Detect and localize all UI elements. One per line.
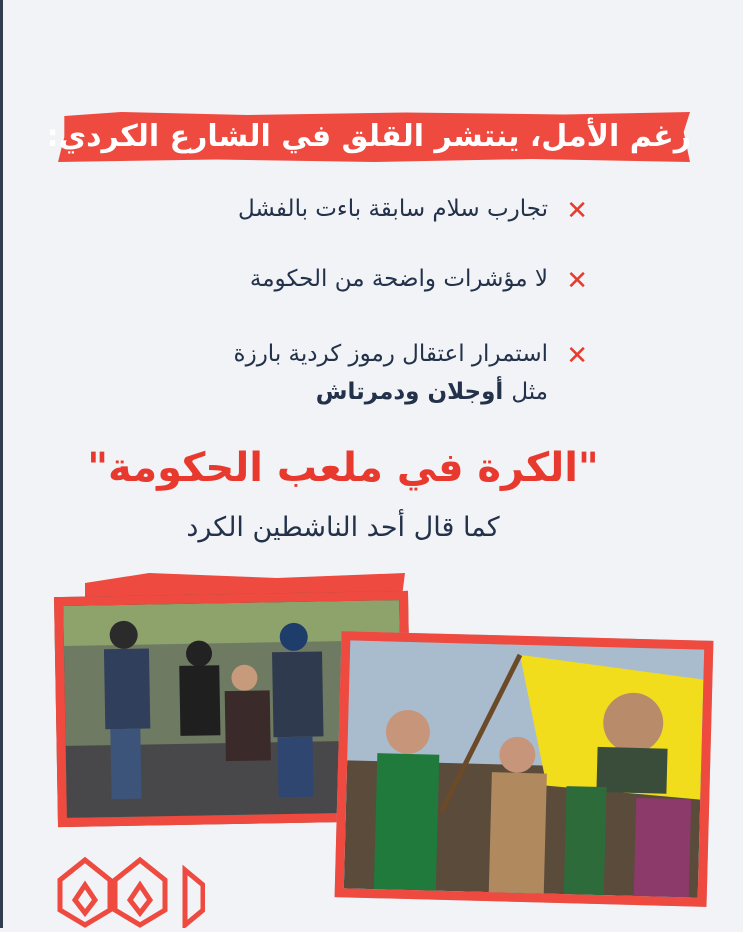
photo-celebration-flag — [335, 631, 714, 907]
ornament-logo-svg — [55, 855, 205, 928]
x-mark-icon: ✕ — [566, 196, 588, 226]
point-text: تجارب سلام سابقة باءت بالفشل — [237, 196, 548, 222]
point-text-names: أوجلان ودمرتاش — [315, 379, 504, 405]
x-mark-icon: ✕ — [566, 341, 588, 371]
quote-attribution: كما قال أحد الناشطين الكرد — [186, 512, 500, 543]
point-text: لا مؤشرات واضحة من الحكومة — [249, 266, 548, 292]
ornament-logo-icon — [55, 855, 205, 932]
quote-main: "الكرة في ملعب الحكومة" — [87, 445, 599, 491]
photo-celebration-illustration — [344, 640, 704, 897]
point-text-line2 — [148, 373, 548, 411]
point-item — [148, 335, 588, 411]
x-mark-icon: ✕ — [566, 266, 588, 296]
point-item — [250, 260, 588, 298]
left-border-rule — [0, 0, 3, 928]
point-text-prefix: مثل — [511, 379, 548, 405]
header-title: رغم الأمل، ينتشر القلق في الشارع الكردي: — [46, 119, 691, 154]
point-item — [238, 190, 588, 228]
point-text: استمرار اعتقال رموز كردية بارزة — [233, 341, 548, 367]
